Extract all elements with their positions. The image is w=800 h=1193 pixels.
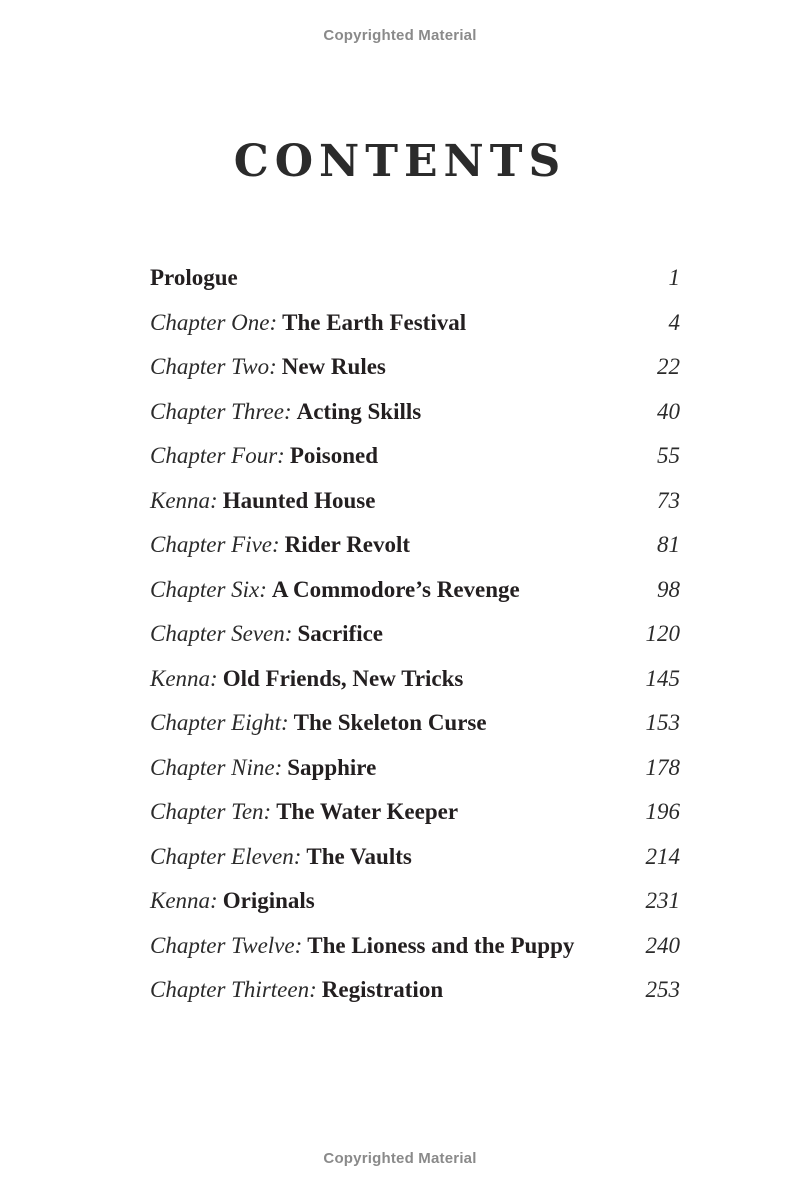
toc-entry-label: Kenna: [150, 665, 218, 691]
toc-entry-prologue [150, 258, 680, 303]
toc-entry-label: Chapter One: [150, 309, 278, 335]
toc-entry-title: Acting Skills [296, 398, 422, 424]
toc-entry-page: 1 [668, 265, 680, 290]
toc-entry-page: 81 [657, 532, 680, 557]
page-title: CONTENTS [233, 136, 567, 187]
toc-entry-page: 98 [657, 576, 680, 602]
toc-entry [150, 570, 680, 615]
toc-entry [150, 614, 680, 659]
toc-entry-page: 40 [657, 398, 680, 424]
toc-entry-page: 4 [668, 309, 680, 335]
toc-entry-title: Registration [321, 977, 444, 1002]
toc-entry-title: The Lioness and the Puppy [307, 932, 575, 958]
toc-entry-title: The Earth Festival [282, 309, 467, 335]
toc-entry-page: 22 [657, 354, 680, 379]
toc-entry [150, 926, 680, 971]
toc-entry-label: Chapter Eleven: [150, 843, 302, 869]
toc-entry-label: Chapter Seven: [150, 621, 293, 646]
toc-entry [150, 703, 680, 748]
toc-entry [150, 303, 680, 348]
toc-entry-label: Chapter Three: [150, 398, 292, 424]
toc-entry-title: A Commodore’s Revenge [271, 576, 520, 602]
toc-entry [150, 347, 680, 392]
toc-entry [150, 392, 680, 437]
toc-entry [150, 659, 680, 704]
table-of-contents [150, 258, 680, 1015]
toc-entry-page: 196 [645, 799, 680, 824]
toc-entry-label: Chapter Two: [150, 354, 277, 379]
toc-entry-title: New Rules [281, 354, 386, 379]
toc-entry-label: Kenna: [150, 888, 218, 913]
toc-entry-label: Chapter Thirteen: [150, 977, 317, 1002]
toc-entry-title: Prologue [150, 265, 238, 290]
toc-entry-title: Originals [222, 888, 315, 913]
toc-entry [150, 525, 680, 570]
toc-entry-label: Chapter Eight: [150, 710, 289, 735]
toc-entry-page: 253 [645, 977, 680, 1002]
toc-entry-title: The Skeleton Curse [293, 710, 487, 735]
toc-entry-title: Haunted House [222, 487, 376, 513]
toc-entry-page: 120 [645, 621, 680, 646]
toc-entry-label: Chapter Ten: [150, 799, 272, 824]
toc-entry [150, 837, 680, 882]
toc-entry-title: Poisoned [289, 443, 378, 468]
toc-entry-title: The Water Keeper [276, 799, 459, 824]
copyright-watermark-top: Copyrighted Material [323, 27, 477, 44]
toc-entry [150, 970, 680, 1015]
toc-entry-label: Chapter Six: [150, 576, 267, 602]
toc-entry-label: Kenna: [150, 487, 218, 513]
toc-entry-page: 153 [645, 710, 680, 735]
toc-entry-title: Rider Revolt [284, 532, 411, 557]
toc-entry-title: Old Friends, New Tricks [222, 665, 464, 691]
toc-entry-page: 145 [645, 665, 680, 691]
toc-entry [150, 792, 680, 837]
toc-entry [150, 436, 680, 481]
toc-entry-label: Chapter Twelve: [150, 932, 303, 958]
toc-entry [150, 881, 680, 926]
toc-entry [150, 481, 680, 526]
toc-entry-title: Sacrifice [297, 621, 384, 646]
toc-entry-page: 231 [645, 888, 680, 913]
toc-entry-page: 214 [645, 843, 680, 869]
toc-entry-title: The Vaults [306, 843, 412, 869]
copyright-watermark-bottom: Copyrighted Material [323, 1150, 477, 1167]
toc-entry-page: 73 [657, 487, 680, 513]
toc-entry [150, 748, 680, 793]
toc-entry-page: 178 [645, 754, 680, 780]
toc-entry-page: 55 [657, 443, 680, 468]
toc-entry-label: Chapter Five: [150, 532, 280, 557]
toc-entry-label: Chapter Four: [150, 443, 285, 468]
toc-entry-title: Sapphire [287, 754, 377, 780]
toc-entry-label: Chapter Nine: [150, 754, 283, 780]
toc-entry-page: 240 [645, 932, 680, 958]
